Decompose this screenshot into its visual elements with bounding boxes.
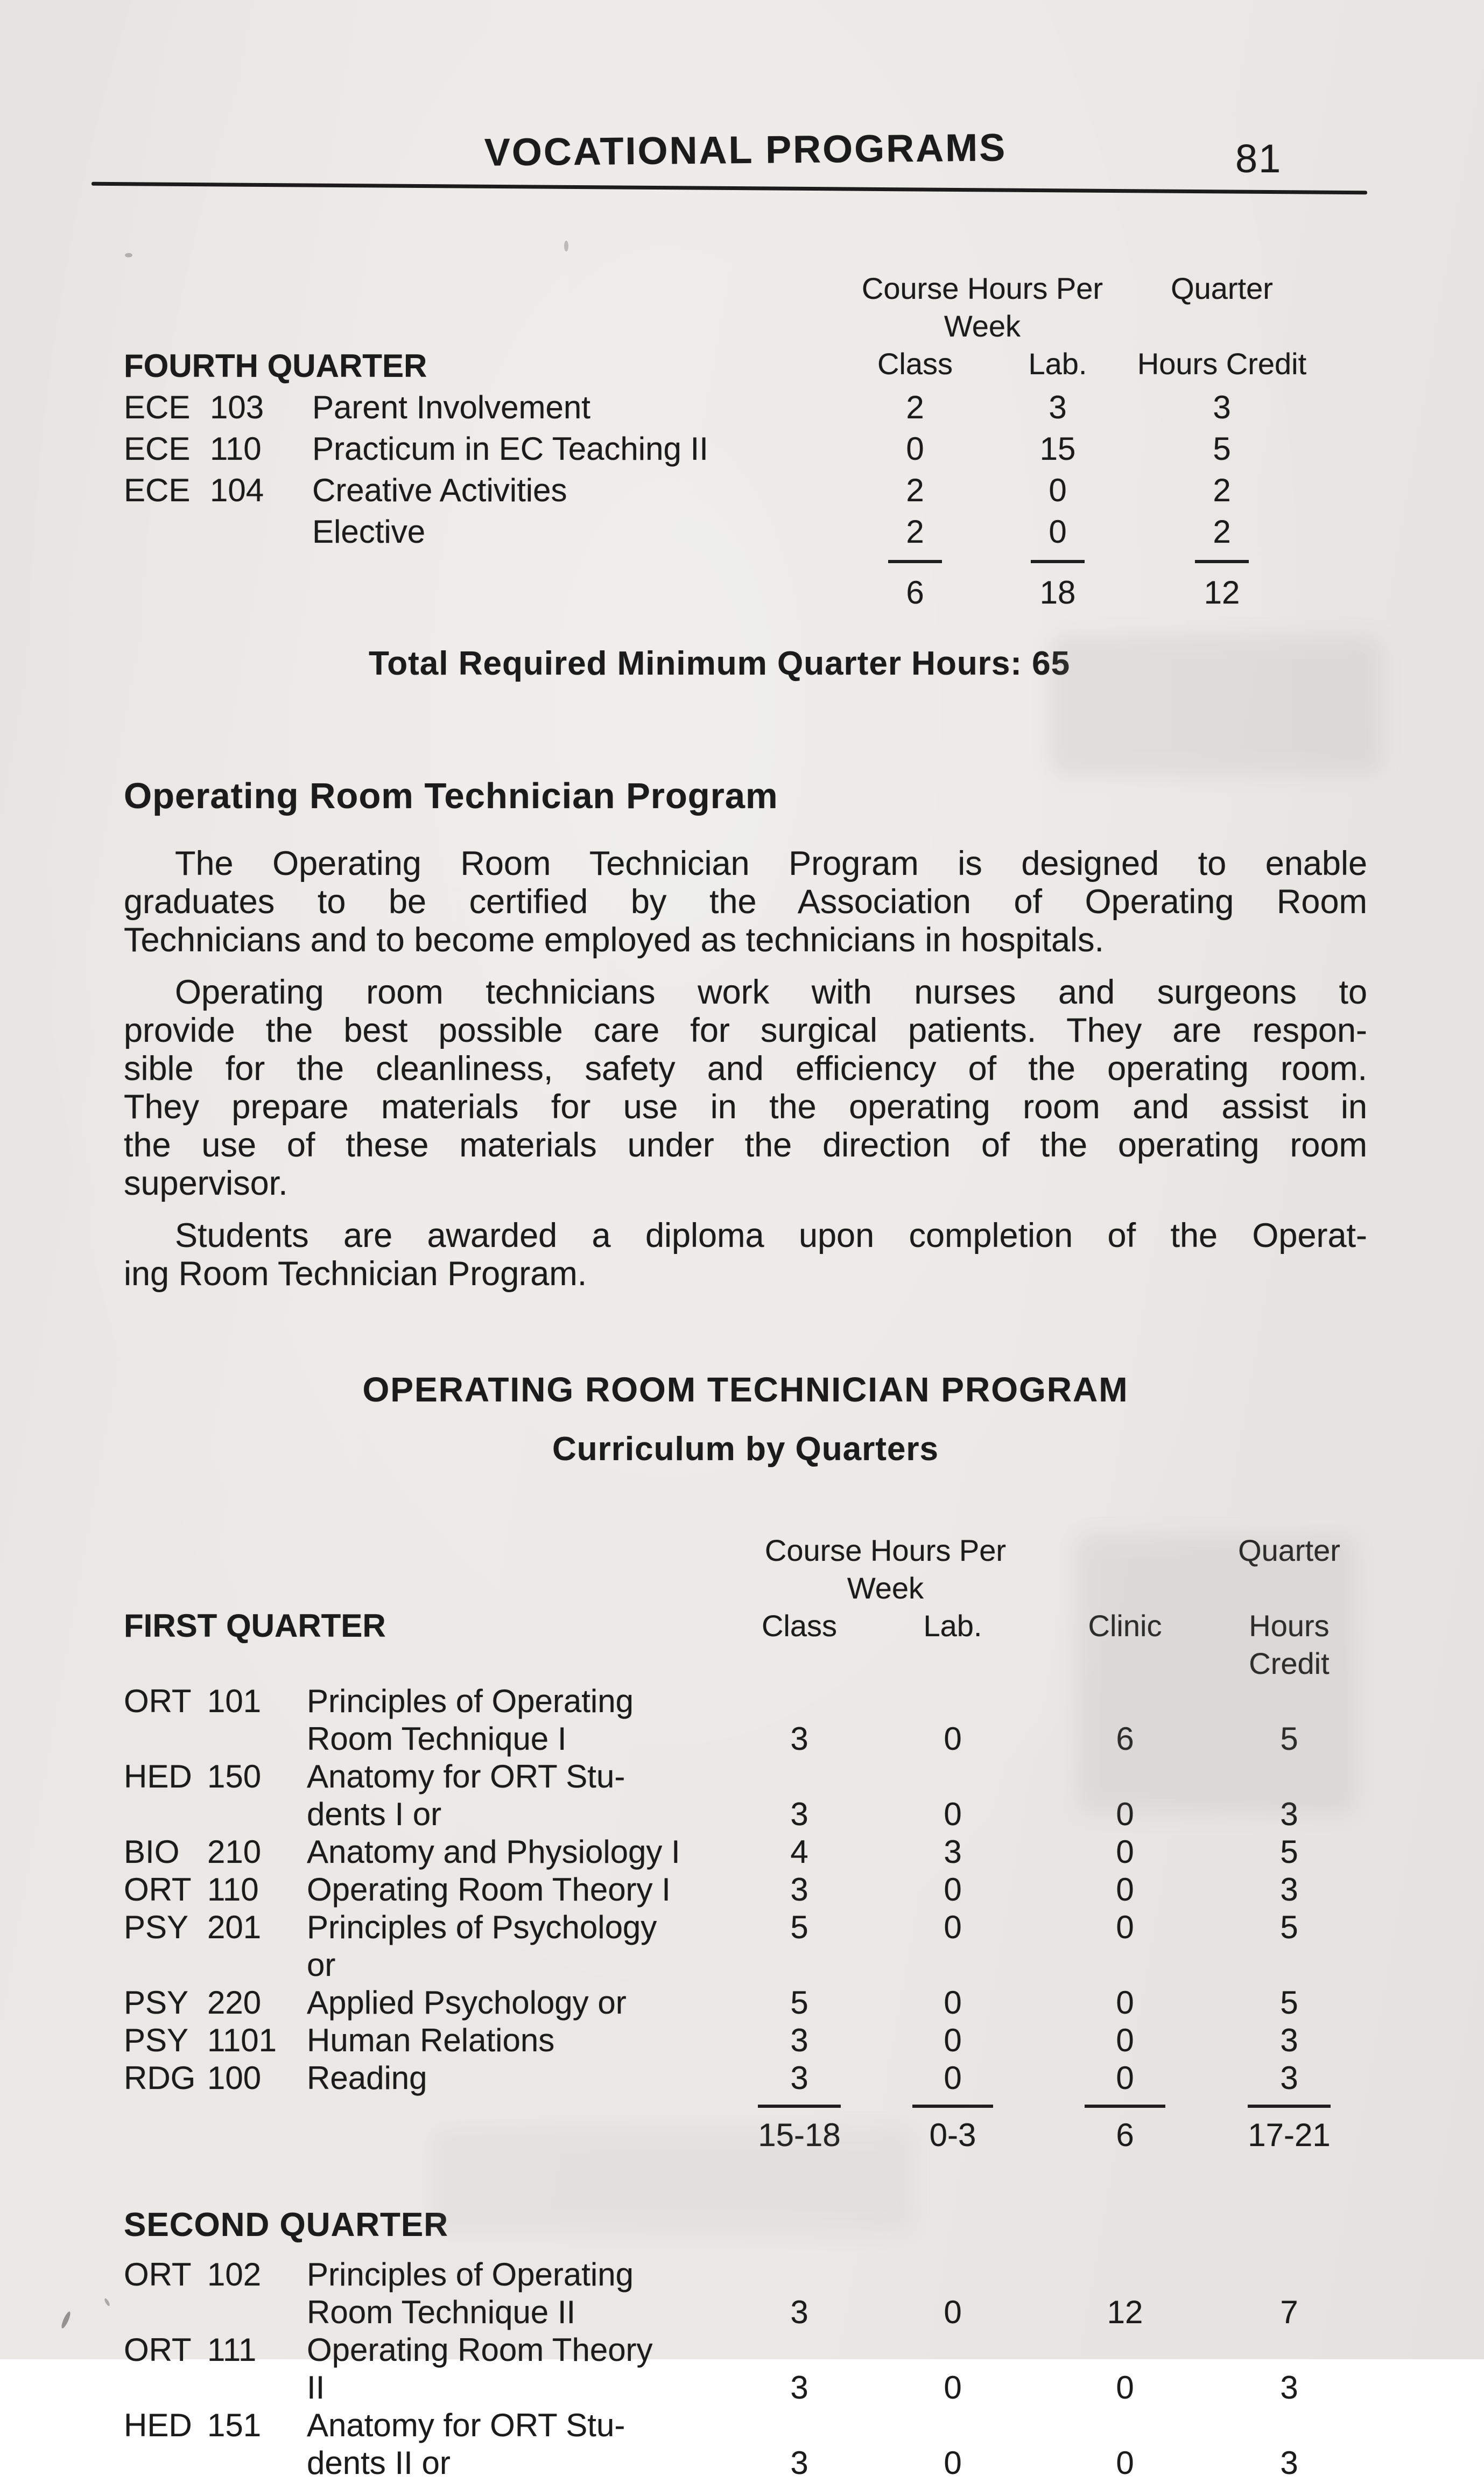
lab-hours: 0 [944, 2022, 962, 2058]
clinic-hours: 12 [1107, 2294, 1143, 2330]
clinic-total [1039, 2097, 1211, 2154]
course-number: 102 [207, 2256, 262, 2292]
table-row [124, 387, 1367, 428]
credit-total-value: 12 [1195, 560, 1249, 613]
lab-hours: 0 [944, 2060, 962, 2096]
course-dept: HED [124, 2407, 192, 2443]
course-number: 100 [207, 2060, 262, 2096]
class-hours: 3 [790, 1871, 808, 1908]
lab-hours: 3 [1049, 389, 1067, 425]
section-heading: Operating Room Technician Program [124, 776, 778, 816]
course-dept: ORT [124, 2332, 192, 2368]
credit-hours: 3 [1280, 1871, 1298, 1908]
class-total [840, 552, 990, 613]
credit-hours: 5 [1280, 1834, 1298, 1870]
course-dept: ORT [124, 1683, 192, 1719]
table-row [124, 1833, 1367, 1871]
credit-hours: 2 [1213, 514, 1231, 550]
clinic-hours: 0 [1116, 1909, 1134, 1945]
paragraph-line: provide the best possible care for surgical patients. They are respon- [124, 1012, 1367, 1049]
course-dept: ORT [124, 2256, 192, 2292]
course-title: Reading [307, 2060, 427, 2096]
course-title: Anatomy for ORT Stu- [307, 1758, 625, 1794]
paragraph-line: the use of these materials under the direction of the operating room [124, 1126, 1367, 1164]
course-number: 111 [207, 2332, 257, 2368]
course-title: Principles of Psychology [307, 1909, 657, 1945]
lab-total [990, 552, 1125, 613]
table-row [124, 1871, 1367, 1909]
paragraph-line: They prepare materials for use in the operating room and assist in [124, 1088, 1367, 1126]
table-row [124, 2022, 1367, 2059]
paragraph-line: The Operating Room Technician Program is designed to enable [175, 845, 1367, 882]
paragraph-line: ing Room Technician Program. [124, 1255, 587, 1293]
table-row [124, 1909, 1367, 1946]
clinic-hours: 0 [1116, 2445, 1134, 2481]
course-title: Practicum in EC Teaching II [312, 431, 708, 467]
credit-total [1211, 2097, 1367, 2154]
lab-hours: 0 [1049, 514, 1067, 550]
credit-hours: 7 [1280, 2294, 1298, 2330]
course-dept: PSY [124, 2022, 189, 2058]
lab-hours: 0 [944, 2369, 962, 2406]
credit-total-value: 17-21 [1248, 2105, 1330, 2154]
table-row [124, 428, 1367, 469]
page-title: VOCATIONAL PROGRAMS [484, 126, 1007, 174]
fourth-quarter-table [124, 270, 1367, 613]
paragraph-line: Students are awarded a diploma upon completion of the Operat- [175, 1217, 1367, 1254]
credit-hours: 3 [1213, 389, 1231, 425]
column-header-class: Class [877, 347, 953, 381]
credit-hours: 5 [1280, 1721, 1298, 1757]
lab-total-value: 18 [1031, 560, 1085, 613]
course-dept: BIO [124, 1834, 180, 1870]
course-dept: ECE [124, 431, 191, 467]
credit-hours: 5 [1280, 1985, 1298, 2021]
lab-hours: 0 [944, 1796, 962, 1832]
column-header-clinic: Clinic [1088, 1609, 1162, 1643]
paragraph-line: graduates to be certified by the Association of Operating Room [124, 883, 1367, 921]
course-number: 110 [207, 1871, 259, 1908]
clinic-hours: 6 [1116, 1721, 1134, 1757]
course-title-cont: II [307, 2369, 325, 2406]
scan-speck [564, 241, 568, 251]
table-row [124, 2059, 1367, 2097]
column-group-header: Course Hours Per Week [861, 271, 1103, 343]
credit-total [1125, 552, 1319, 613]
course-dept: PSY [124, 1985, 189, 2021]
lab-hours: 0 [1049, 472, 1067, 508]
scan-speck [60, 2311, 72, 2330]
paragraph-line: Operating room technicians work with nurses and surgeons to [175, 973, 1367, 1011]
course-dept: ECE [124, 389, 191, 425]
paragraph [124, 1217, 1367, 1293]
curriculum-title: OPERATING ROOM TECHNICIAN PROGRAM [362, 1370, 1129, 1409]
course-number: 150 [207, 1758, 262, 1794]
course-number: 1101 [207, 2022, 277, 2058]
clinic-hours: 0 [1116, 2060, 1134, 2096]
column-header-class: Class [761, 1609, 838, 1643]
quarter-heading: SECOND QUARTER [124, 2206, 449, 2243]
credit-hours: 5 [1213, 431, 1231, 467]
table-row [124, 1946, 1367, 1984]
table-row [124, 2256, 1367, 2294]
curriculum-subtitle: Curriculum by Quarters [552, 1431, 939, 1468]
class-hours: 5 [790, 1909, 808, 1945]
course-title: Human Relations [307, 2022, 555, 2058]
class-hours: 5 [790, 1985, 808, 2021]
table-row [124, 1984, 1367, 2022]
table-header-row [124, 345, 1367, 387]
lab-hours: 15 [1039, 431, 1076, 467]
course-title-cont: or [307, 1947, 336, 1983]
lab-hours: 0 [944, 1721, 962, 1757]
total-required-line: Total Required Minimum Quarter Hours: 65 [369, 645, 1071, 682]
credit-hours: 3 [1280, 2022, 1298, 2058]
course-number: 210 [207, 1834, 262, 1870]
clinic-hours: 0 [1116, 1796, 1134, 1832]
lab-hours: 0 [944, 1909, 962, 1945]
class-total-value: 6 [888, 560, 942, 613]
lab-hours: 0 [944, 1871, 962, 1908]
lab-hours: 0 [944, 2445, 962, 2481]
column-group-header: Course Hours Per Week [764, 1533, 1007, 1605]
course-number: 101 [207, 1683, 262, 1719]
class-hours: 3 [790, 2445, 808, 2481]
scan-speck [125, 253, 132, 257]
class-hours: 3 [790, 1796, 808, 1832]
course-title: Parent Involvement [312, 389, 590, 425]
course-number: 110 [210, 431, 262, 467]
clinic-hours: 0 [1116, 1985, 1134, 2021]
course-title: Applied Psychology or [307, 1985, 627, 2021]
table-row [124, 2369, 1367, 2407]
quarter-heading: FIRST QUARTER [124, 1608, 386, 1644]
course-number: 151 [207, 2407, 262, 2443]
class-hours: 2 [906, 389, 924, 425]
paragraph-line: Technicians and to become employed as technicians in hospitals. [124, 921, 1105, 959]
class-hours: 3 [790, 2294, 808, 2330]
course-title: Anatomy for ORT Stu- [307, 2407, 625, 2443]
course-title-cont: dents II or [307, 2445, 451, 2481]
column-group-header: Quarter [1171, 271, 1273, 305]
lab-hours: 3 [944, 1834, 962, 1870]
table-header-row [124, 270, 1367, 345]
course-title: Principles of Operating [307, 2256, 634, 2292]
clinic-hours: 0 [1116, 1871, 1134, 1908]
class-hours: 2 [906, 514, 924, 550]
course-number [210, 511, 312, 552]
page-number: 81 [1235, 136, 1282, 181]
paragraph-line: sible for the cleanliness, safety and efficiency of the operating room. [124, 1050, 1367, 1088]
course-dept [124, 511, 210, 552]
course-title: Elective [312, 514, 426, 550]
clinic-hours: 0 [1116, 1834, 1134, 1870]
column-group-header: Quarter [1238, 1533, 1340, 1567]
table-row [124, 469, 1367, 511]
course-dept: ECE [124, 472, 191, 508]
course-dept: HED [124, 1758, 192, 1794]
class-hours: 3 [790, 2022, 808, 2058]
table-row [124, 2294, 1367, 2331]
credit-hours: 3 [1280, 1796, 1298, 1832]
course-dept: ORT [124, 1871, 192, 1908]
paragraph [124, 973, 1367, 1203]
class-hours: 4 [790, 1834, 808, 1870]
course-title-cont: dents I or [307, 1796, 442, 1832]
clinic-hours: 0 [1116, 2369, 1134, 2406]
credit-hours: 2 [1213, 472, 1231, 508]
table-row [124, 2407, 1367, 2444]
page-showthrough [431, 2127, 915, 2234]
table-row [124, 2444, 1367, 2482]
scan-speck [103, 2298, 110, 2307]
course-dept: RDG [124, 2060, 196, 2096]
course-title: Operating Room Theory I [307, 1871, 671, 1908]
totals-row [124, 552, 1367, 613]
page-showthrough [1077, 1534, 1356, 1814]
class-hours: 0 [906, 431, 924, 467]
page-showthrough [1050, 635, 1383, 775]
column-header-lab: Lab. [1028, 347, 1087, 381]
course-number: 201 [207, 1909, 262, 1945]
column-header-hours-credit: Hours Credit [1249, 1609, 1330, 1680]
lab-hours: 0 [944, 1985, 962, 2021]
class-hours: 3 [790, 1721, 808, 1757]
clinic-total-value: 6 [1085, 2105, 1165, 2154]
column-header-hours-credit: Hours Credit [1137, 347, 1307, 381]
course-title: Operating Room Theory [307, 2332, 653, 2368]
class-hours: 3 [790, 2369, 808, 2406]
table-row [124, 511, 1367, 552]
class-hours: 2 [906, 472, 924, 508]
lab-total-value: 0-3 [912, 2105, 993, 2154]
course-title: Anatomy and Physiology I [307, 1834, 680, 1870]
course-title-cont: Room Technique II [307, 2294, 576, 2330]
course-number: 103 [210, 389, 264, 425]
lab-hours: 0 [944, 2294, 962, 2330]
credit-hours: 5 [1280, 1909, 1298, 1945]
course-dept: PSY [124, 1909, 189, 1945]
table-row [124, 2331, 1367, 2369]
class-total-value: 15-18 [758, 2105, 840, 2154]
course-title: Creative Activities [312, 472, 567, 508]
column-header-lab: Lab. [923, 1609, 982, 1643]
clinic-hours: 0 [1116, 2022, 1134, 2058]
second-quarter-table [124, 2256, 1367, 2482]
course-title-cont: Room Technique I [307, 1721, 567, 1757]
course-number: 104 [210, 472, 264, 508]
paragraph-line: supervisor. [124, 1165, 288, 1202]
quarter-heading: FOURTH QUARTER [124, 348, 427, 384]
paragraph [124, 845, 1367, 959]
class-hours: 3 [790, 2060, 808, 2096]
credit-hours: 3 [1280, 2445, 1298, 2481]
credit-hours: 3 [1280, 2060, 1298, 2096]
credit-hours: 3 [1280, 2369, 1298, 2406]
header-rule [92, 182, 1367, 195]
course-number: 220 [207, 1985, 262, 2021]
course-title: Principles of Operating [307, 1683, 634, 1719]
